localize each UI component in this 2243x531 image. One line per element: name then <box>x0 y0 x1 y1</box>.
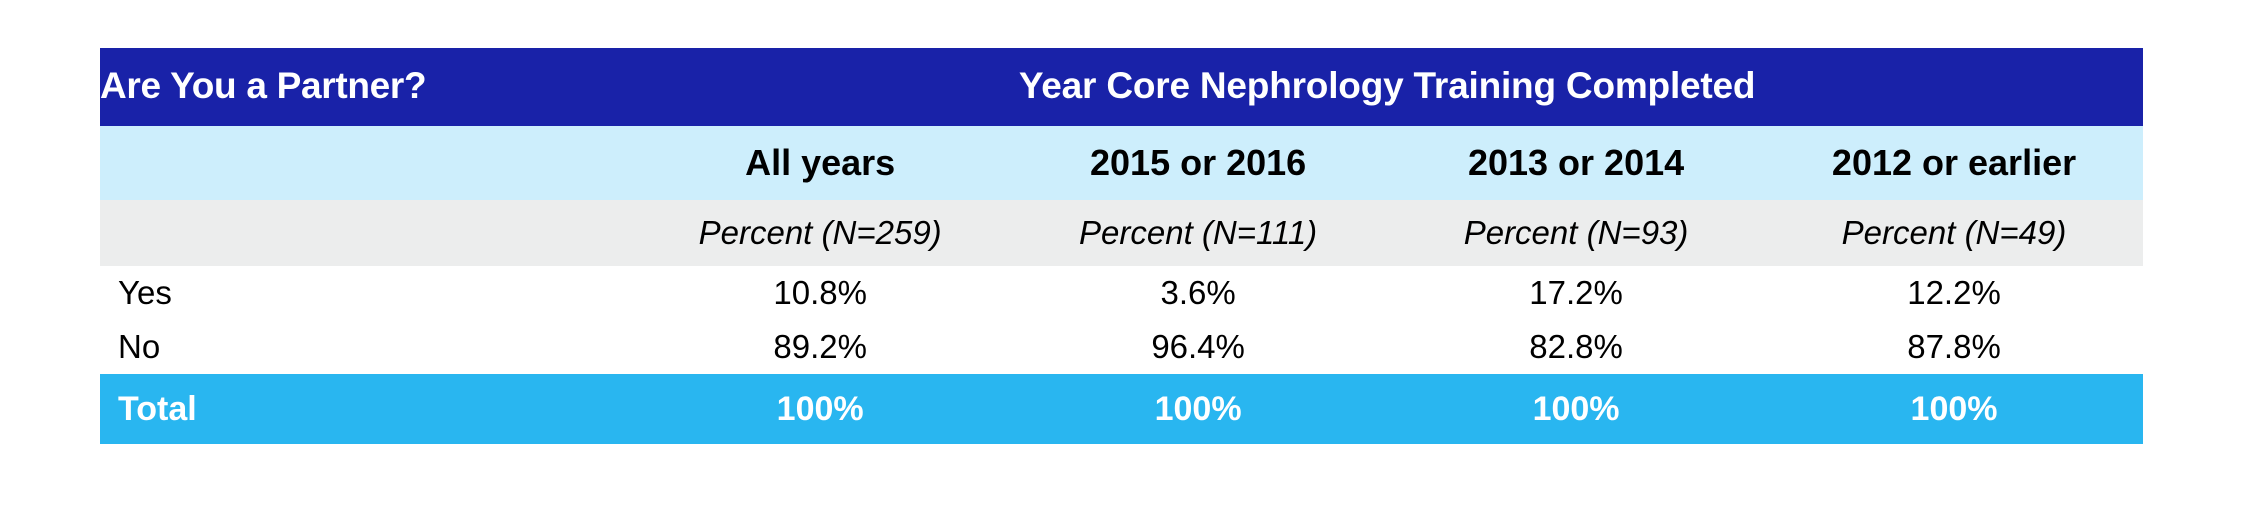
cell-no-2015-2016: 96.4% <box>1009 320 1387 374</box>
cell-yes-2012-earlier: 12.2% <box>1765 266 2143 320</box>
sample-size-all-years: Percent (N=259) <box>698 214 942 251</box>
table-row <box>100 266 2143 320</box>
cell-yes-2013-2014: 17.2% <box>1387 266 1765 320</box>
cell-no-2012-earlier: 87.8% <box>1765 320 2143 374</box>
row-label-total: Total <box>118 389 197 428</box>
column-header-all-years: All years <box>745 142 896 183</box>
table-row <box>100 320 2143 374</box>
cell-total-2012-earlier: 100% <box>1910 389 1998 428</box>
cell-total-2013-2014: 100% <box>1532 389 1620 428</box>
cell-yes-all-years: 10.8% <box>631 266 1009 320</box>
sample-size-2015-2016: Percent (N=111) <box>1079 214 1318 251</box>
column-header-2015-2016: 2015 or 2016 <box>1090 142 1307 183</box>
cell-no-2013-2014: 82.8% <box>1387 320 1765 374</box>
column-header-2012-earlier: 2012 or earlier <box>1831 142 2077 183</box>
partner-by-training-year-table <box>100 48 2143 444</box>
row-label-no: No <box>100 320 631 374</box>
cell-no-all-years: 89.2% <box>631 320 1009 374</box>
sample-size-row <box>100 200 2143 266</box>
table-container <box>100 48 2143 444</box>
row-label-yes: Yes <box>100 266 631 320</box>
sample-size-blank <box>100 200 631 266</box>
column-header-2013-2014: 2013 or 2014 <box>1467 142 1685 183</box>
cell-total-2015-2016: 100% <box>1154 389 1242 428</box>
column-group-title: Year Core Nephrology Training Completed <box>1018 65 1756 106</box>
cell-total-all-years: 100% <box>776 389 864 428</box>
cell-yes-2015-2016: 3.6% <box>1009 266 1387 320</box>
sample-size-2013-2014: Percent (N=93) <box>1463 214 1689 251</box>
table-title-row <box>100 48 2143 126</box>
table-total-row <box>100 374 2143 444</box>
column-header-blank <box>100 126 631 200</box>
row-label-title: Are You a Partner? <box>100 65 427 106</box>
column-header-row <box>100 126 2143 200</box>
sample-size-2012-earlier: Percent (N=49) <box>1841 214 2067 251</box>
